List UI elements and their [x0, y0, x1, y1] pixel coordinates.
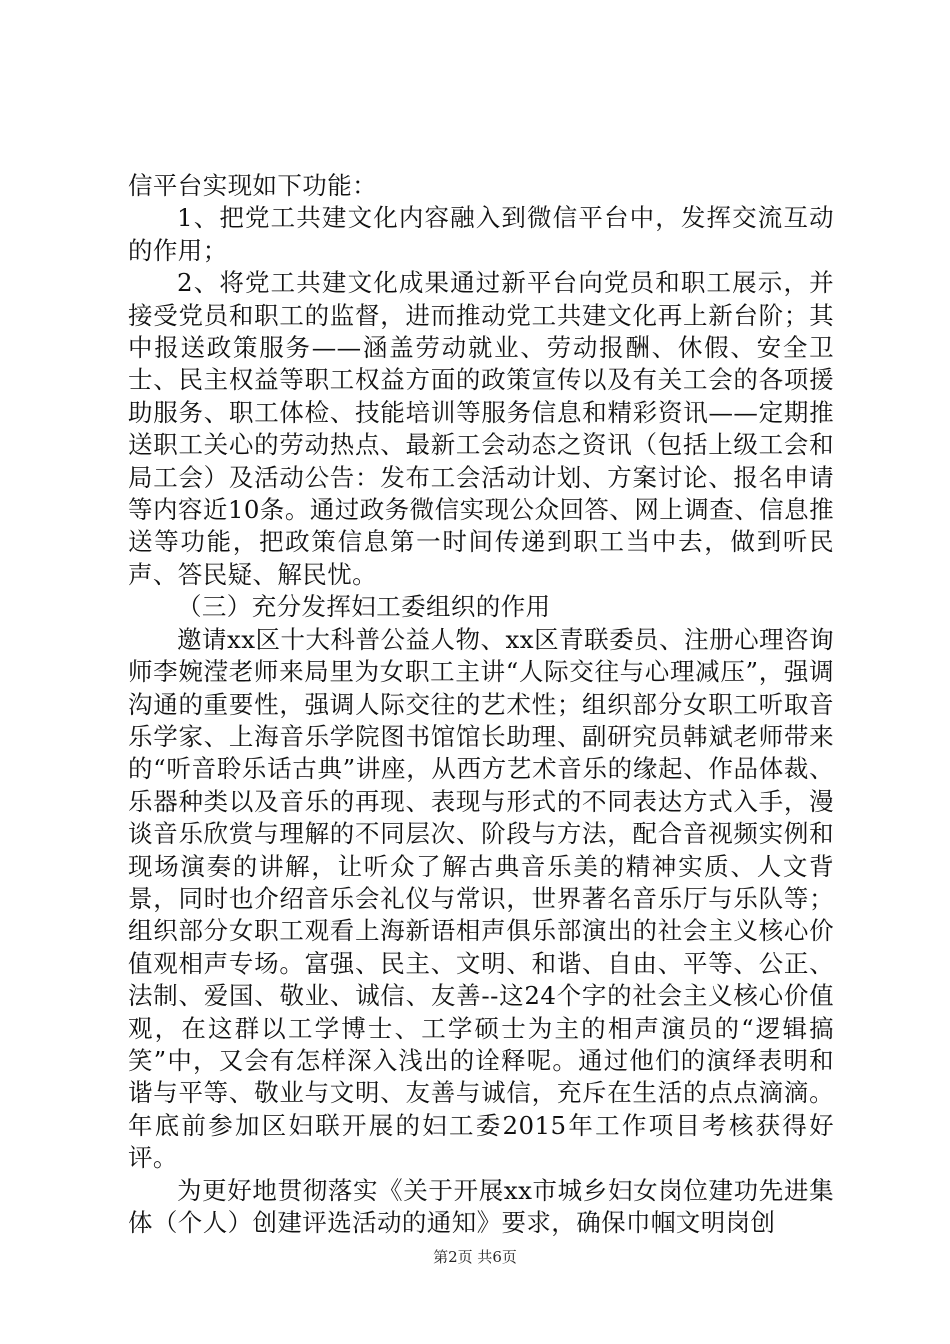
paragraph-item-1: 1、把党工共建文化内容融入到微信平台中，发挥交流互动的作用； — [128, 203, 834, 265]
paragraph-implementation: 为更好地贯彻落实《关于开展xx市城乡妇女岗位建功先进集体（个人）创建评选活动的通知》要求，确保巾帼文明岗创 — [128, 1175, 834, 1237]
paragraph-item-2: 2、将党工共建文化成果通过新平台向党员和职工展示，并接受党员和职工的监督，进而推动党工共建文化再上新台阶；其中报送政策服务——涵盖劳动就业、劳动报酬、休假、安全卫士、民主权益等职工权益方面的政策宣传以及有关工会的各项援助服务、职工体检、技能培训等服务信息和精彩资讯——定期推送职工关心的劳动热点、最新工会动态之资讯（包括上级工会和局工会）及活动公告：发布工会活动计划、方案讨论、报名申请等内容近10条。通过政务微信实现公众回答、网上调查、信息推送等功能，把政策信息第一时间传递到职工当中去，做到听民声、答民疑、解民忧。 — [128, 268, 834, 589]
document-body — [128, 170, 834, 1239]
paragraph-intro-continuation: 信平台实现如下功能： — [128, 171, 377, 200]
section-heading: （三）充分发挥妇工委组织的作用 — [177, 592, 551, 622]
page-number-footer: 第2页 共6页 — [433, 1248, 517, 1266]
paragraph-women-committee: 邀请xx区十大科普公益人物、xx区青联委员、注册心理咨询师李婉滢老师来局里为女职工主讲“人际交往与心理减压”，强调沟通的重要性，强调人际交往的艺术性；组织部分女职工听取音乐学家、上海音乐学院图书馆馆长助理、副研究员韩斌老师带来的“听音聆乐话古典”讲座，从西方艺术音乐的缘起、作品体裁、乐器种类以及音乐的再现、表现与形式的不同表达方式入手，漫谈音乐欣赏与理解的不同层次、阶段与方法，配合音视频实例和现场演奏的讲解，让听众了解古典音乐美的精神实质、人文背景，同时也介绍音乐会礼仪与常识，世界著名音乐厅与乐队等；组织部分女职工观看上海新语相声俱乐部演出的社会主义核心价值观相声专场。富强、民主、文明、和谐、自由、平等、公正、法制、爱国、敬业、诚信、友善--这24个字的社会主义核心价值观，在这群以工学博士、工学硕士为主的相声演员的“逻辑搞笑”中，又会有怎样深入浅出的诠释呢。通过他们的演绎表明和谐与平等、敬业与文明、友善与诚信，充斥在生活的点点滴滴。年底前参加区妇联开展的妇工委2015年工作项目考核获得好评。 — [128, 624, 834, 1173]
